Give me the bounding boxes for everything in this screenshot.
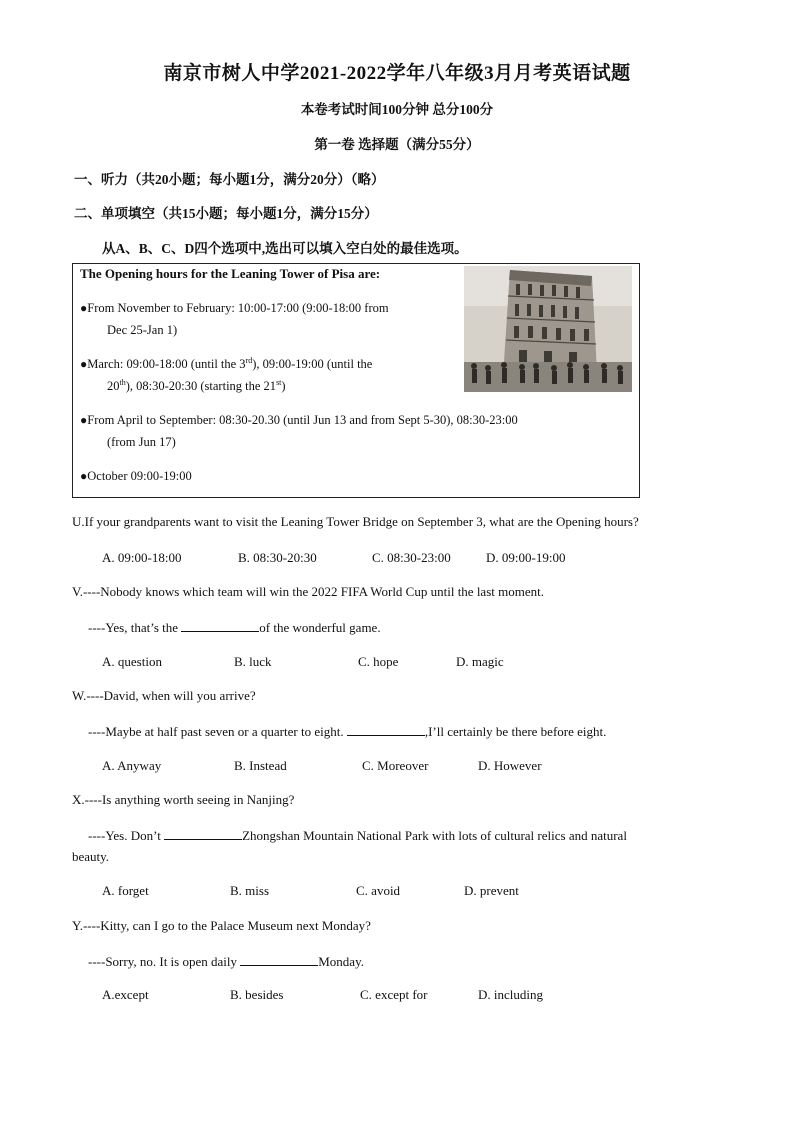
exam-info: 本卷考试时间100分钟 总分100分: [300, 102, 494, 117]
notice-bullet-1: ●From November to February: 10:00-17:00 (9:00-18:00 from Dec 25-Jan 1): [80, 301, 389, 337]
question-u-stem: U.If your grandparents want to visit the Leaning Tower Bridge on September 3, what are the Opening hours?: [72, 514, 639, 529]
question-v-option-d[interactable]: D. magic: [456, 654, 504, 669]
question-x-reply: ----Yes. Don’t Zhongshan Mountain National Park with lots of cultural relics and natural: [88, 828, 627, 843]
question-v-reply: ----Yes, that’s the of the wonderful game.: [88, 620, 381, 635]
question-x-reply-cont: beauty.: [72, 849, 110, 864]
question-w-reply: ----Maybe at half past seven or a quarter to eight. ,I’ll certainly be there before eight.: [88, 724, 607, 739]
section-fill: 二、单项填空（共15小题；每小题1分，满分15分）: [74, 206, 378, 221]
question-y-reply: ----Sorry, no. It is open daily Monday.: [88, 954, 364, 969]
question-w-stem: W.----David, when will you arrive?: [72, 688, 256, 703]
question-y-option-b[interactable]: B. besides: [230, 987, 284, 1002]
bullet-icon: ●: [80, 301, 88, 315]
notice-bullet-3: ●From April to September: 08:30-20.30 (until Jun 13 and from Sept 5-30), 08:30-23:00 (from Jun 17): [80, 413, 518, 449]
question-w-option-a[interactable]: A. Anyway: [102, 758, 162, 773]
question-w-option-b[interactable]: B. Instead: [234, 758, 287, 773]
question-x-option-d[interactable]: D. prevent: [464, 883, 519, 898]
notice-heading: The Opening hours for the Leaning Tower of Pisa are:: [80, 266, 381, 281]
question-y-option-d[interactable]: D. including: [478, 987, 543, 1002]
answer-blank[interactable]: [164, 827, 242, 840]
question-y-stem: Y.----Kitty, can I go to the Palace Museum next Monday?: [72, 918, 371, 933]
question-w-option-d[interactable]: D. However: [478, 758, 542, 773]
volume-heading: 第一卷 选择题（满分55分）: [314, 137, 480, 152]
question-y-option-a[interactable]: A.except: [102, 987, 149, 1002]
notice-bullet-4: ●October 09:00-19:00: [80, 469, 192, 483]
answer-blank[interactable]: [240, 953, 318, 966]
question-y-option-c[interactable]: C. except for: [360, 987, 428, 1002]
question-u-option-c[interactable]: C. 08:30-23:00: [372, 550, 451, 565]
bullet-icon: ●: [80, 469, 88, 483]
question-x-option-c[interactable]: C. avoid: [356, 883, 401, 898]
question-x-stem: X.----Is anything worth seeing in Nanjing?: [72, 792, 295, 807]
section-instruction: 从A、B、C、D四个选项中,选出可以填入空白处的最佳选项。: [102, 241, 468, 256]
question-x-option-b[interactable]: B. miss: [230, 883, 270, 898]
answer-blank[interactable]: [347, 723, 425, 736]
question-u-option-d[interactable]: D. 09:00-19:00: [486, 550, 566, 565]
question-u-option-b[interactable]: B. 08:30-20:30: [238, 550, 317, 565]
leaning-tower-photo: [464, 266, 632, 392]
notice-bullet-2: ●March: 09:00-18:00 (until the 3rd), 09:00-19:00 (until the 20th), 08:30-20:30 (starting the 21st): [80, 355, 373, 393]
question-v-option-b[interactable]: B. luck: [234, 654, 272, 669]
question-x-option-a[interactable]: A. forget: [102, 883, 149, 898]
question-v-stem: V.----Nobody knows which team will win the 2022 FIFA World Cup until the last moment.: [72, 584, 544, 599]
question-w-option-c[interactable]: C. Moreover: [362, 758, 429, 773]
question-v-option-c[interactable]: C. hope: [358, 654, 399, 669]
question-v-option-a[interactable]: A. question: [102, 654, 162, 669]
bullet-icon: ●: [80, 413, 88, 427]
section-listening: 一、听力（共20小题；每小题1分，满分20分）（略）: [74, 172, 385, 187]
question-u-option-a[interactable]: A. 09:00-18:00: [102, 550, 182, 565]
answer-blank[interactable]: [181, 619, 259, 632]
page-title: 南京市树人中学2021-2022学年八年级3月月考英语试题: [163, 63, 631, 84]
bullet-icon: ●: [80, 357, 88, 371]
